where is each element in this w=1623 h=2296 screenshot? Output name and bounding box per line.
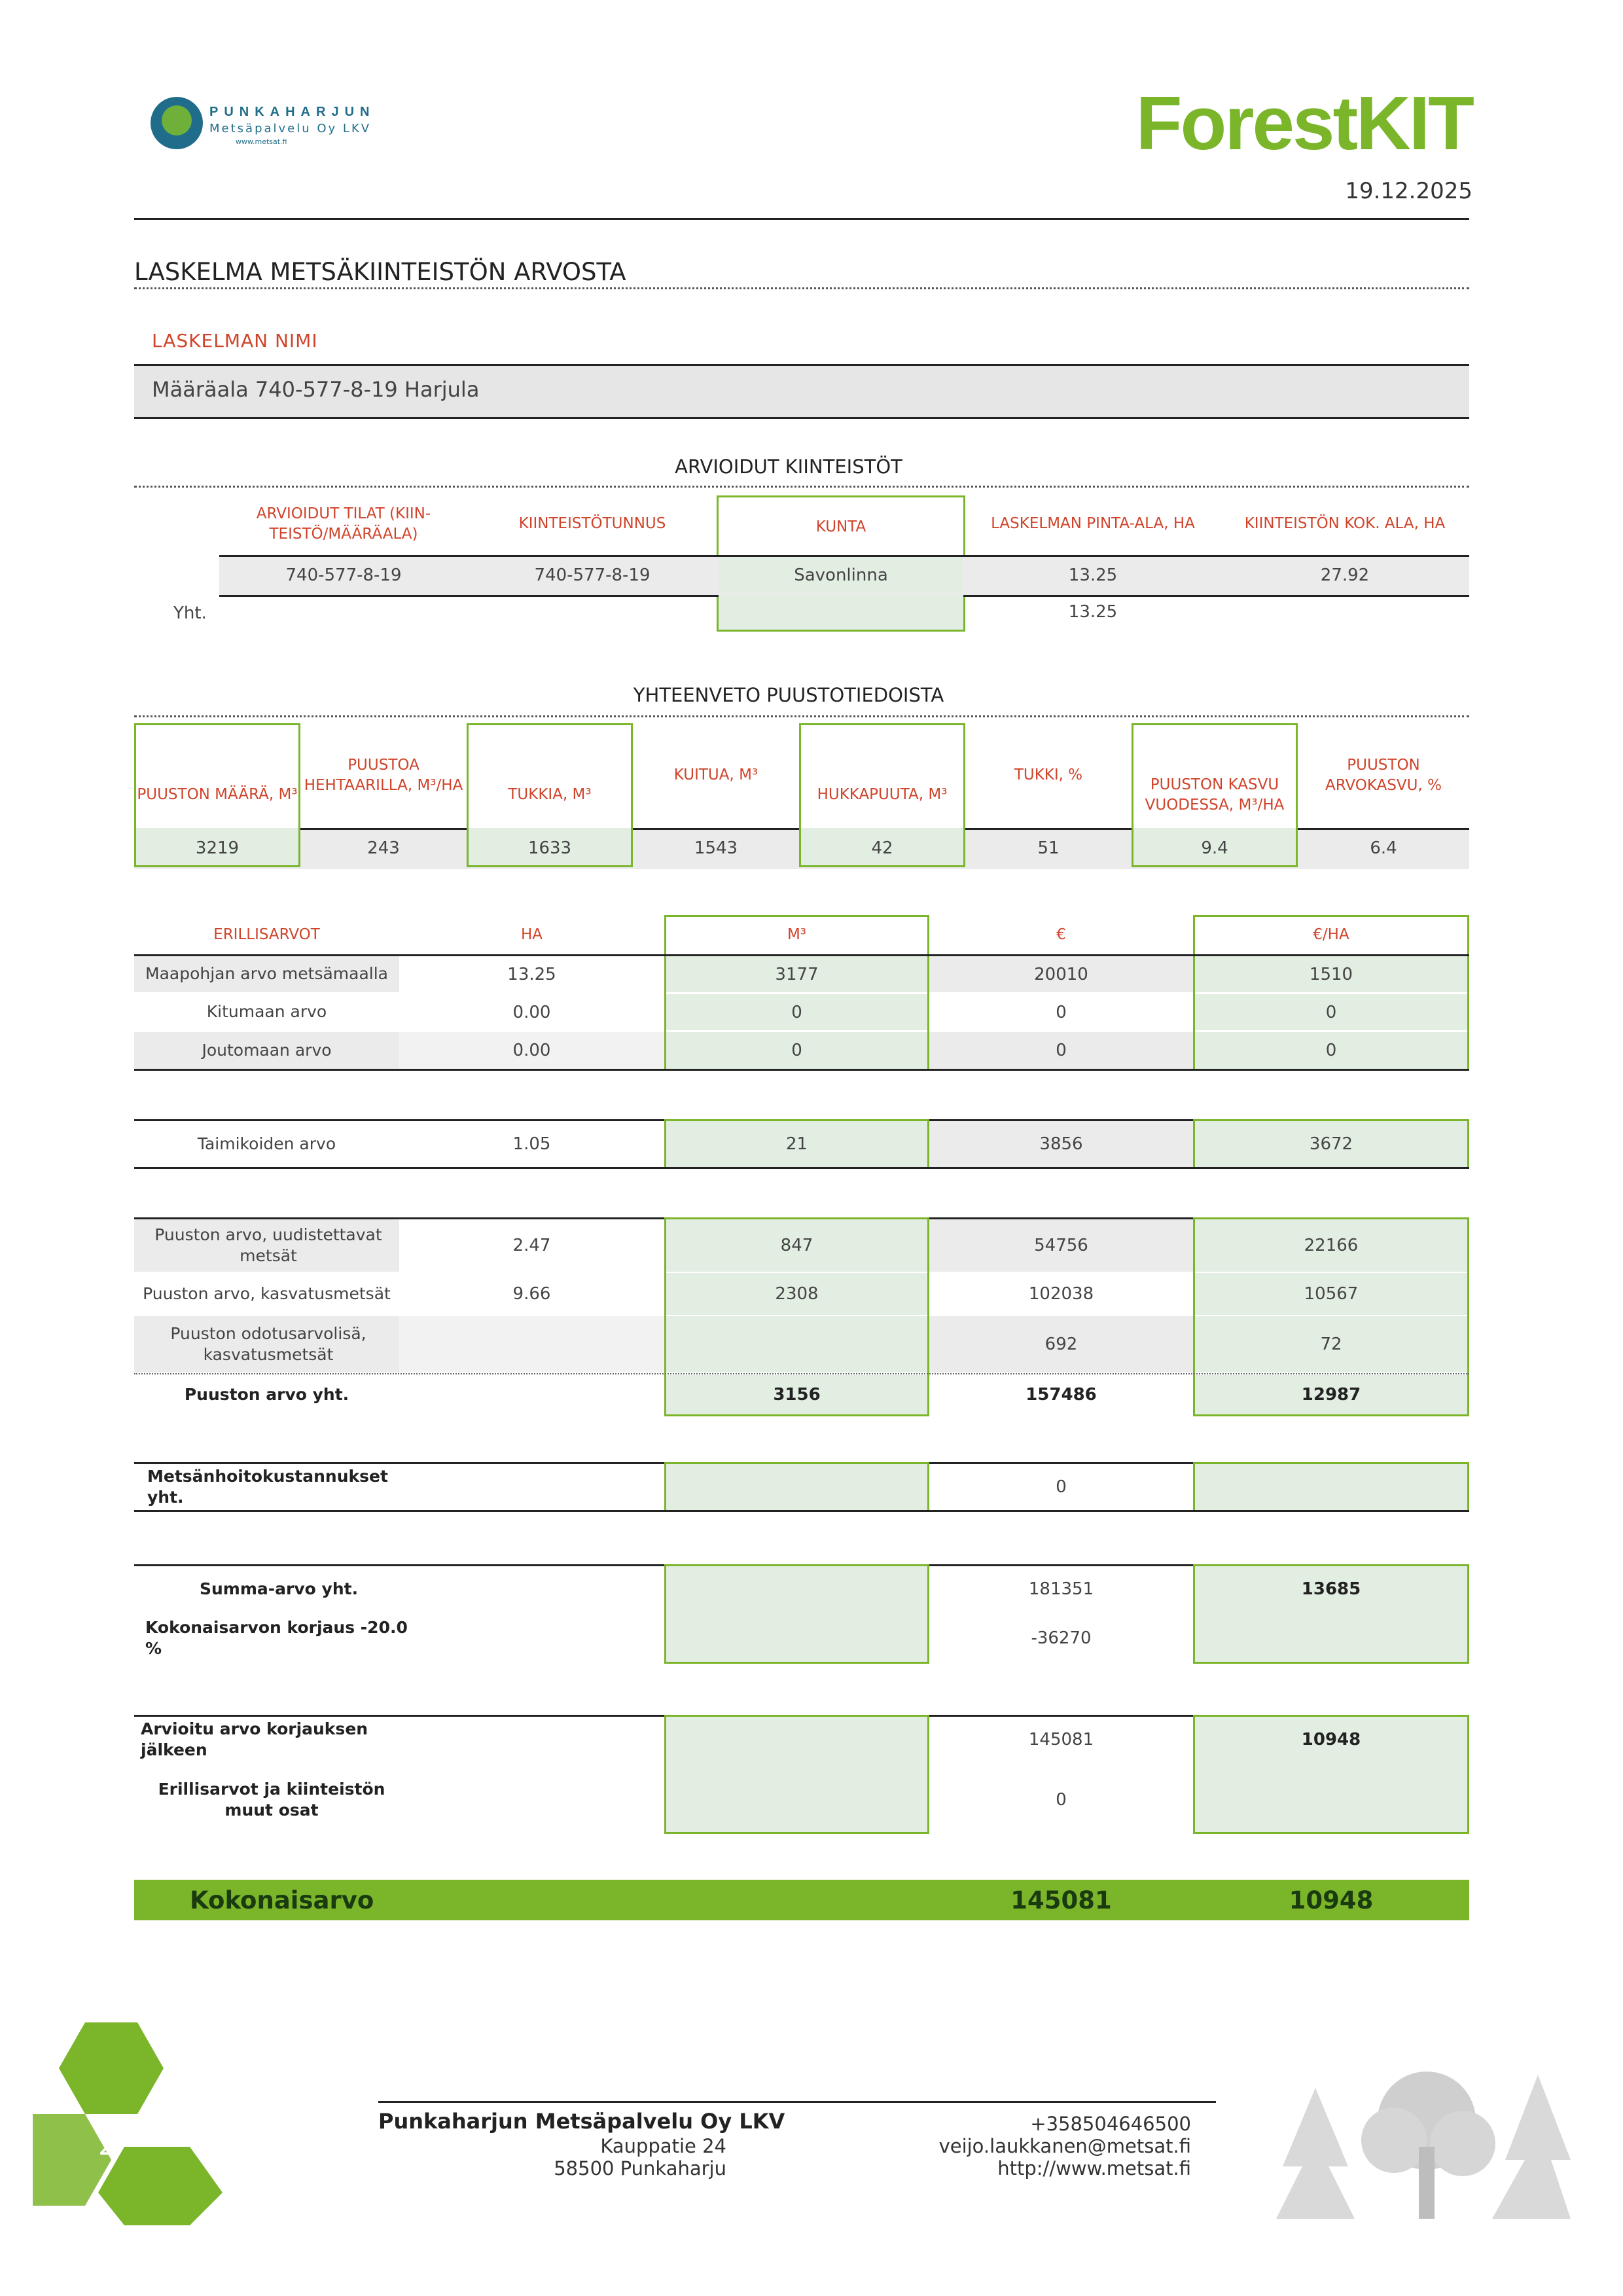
page-title: LASKELMA METSÄKIINTEISTÖN ARVOSTA xyxy=(134,258,626,286)
stand-header: KUITUA, M³ xyxy=(673,766,758,784)
footer-divider xyxy=(378,2101,1216,2103)
properties-header: KIINTEISTÖTUNNUS xyxy=(518,515,666,533)
separate-value-cell: 0 xyxy=(791,1041,802,1060)
separate-value-cell: 0 xyxy=(1325,1002,1337,1022)
separate-value-label: Maapohjan arvo metsämaalla xyxy=(145,964,388,984)
separate-value-cell: 1510 xyxy=(1309,964,1353,984)
page-hexagon-icon xyxy=(20,2016,236,2225)
stand-value-cell: 10567 xyxy=(1304,1284,1359,1304)
page-number: 2 xyxy=(98,2128,116,2162)
seedlings-cell: 3856 xyxy=(1039,1134,1083,1154)
stand-value: 243 xyxy=(367,838,400,858)
separate-value-cell: 3177 xyxy=(775,964,819,984)
stand-value: 51 xyxy=(1037,838,1060,858)
separate-value-cell: 0.00 xyxy=(512,1002,551,1022)
logo-name: PUNKAHARJUN xyxy=(209,105,376,119)
property-cell: Savonlinna xyxy=(794,565,888,585)
seedlings-cell: 3672 xyxy=(1309,1134,1353,1154)
stand-header: TUKKIA, M³ xyxy=(467,723,633,867)
footer-city: 58500 Punkaharju xyxy=(554,2157,726,2179)
stand-value-cell: 692 xyxy=(1044,1335,1078,1354)
stand-value: 3219 xyxy=(195,838,240,858)
stand-value-total-cell: 3156 xyxy=(773,1385,821,1405)
stand-value-cell: 9.66 xyxy=(512,1284,551,1304)
stand-header: TUKKI, % xyxy=(1014,766,1083,784)
property-cell: 13.25 xyxy=(1068,565,1118,585)
forest-trees-icon xyxy=(1276,2062,1571,2219)
calc-name-label: LASKELMAN NIMI xyxy=(152,330,318,351)
stand-value-cell: 2.47 xyxy=(512,1236,551,1255)
properties-header: ARVIOIDUT TILAT (KIIN-TEISTÖ/MÄÄRÄALA) xyxy=(256,505,431,543)
separate-values-header: M³ xyxy=(787,926,807,944)
correction-eur: -36270 xyxy=(1031,1628,1092,1648)
stand-value-label: Puuston odotusarvolisä, kasvatusmetsät xyxy=(170,1323,366,1364)
stand-value-cell: 102038 xyxy=(1028,1284,1094,1304)
title-divider xyxy=(134,287,1469,289)
after-correction-per-ha: 10948 xyxy=(1301,1730,1361,1749)
total-label: Kokonaisarvo xyxy=(190,1886,374,1914)
header-divider xyxy=(134,218,1469,220)
stand-value-total-cell: 12987 xyxy=(1301,1385,1361,1405)
property-cell: 740-577-8-19 xyxy=(285,565,402,585)
sum-label: Summa-arvo yht. xyxy=(200,1579,359,1598)
calc-name-value: Määräala 740-577-8-19 Harjula xyxy=(152,377,480,402)
separate-value-cell: 13.25 xyxy=(507,964,556,984)
stand-value-label: Puuston arvo, uudistettavat metsät xyxy=(154,1225,382,1265)
properties-total-label: Yht. xyxy=(173,603,207,623)
separate-value-cell: 0 xyxy=(1056,1002,1067,1022)
stand-value-total-label: Puuston arvo yht. xyxy=(184,1384,349,1404)
footer-web: http://www.metsat.fi xyxy=(997,2157,1191,2179)
properties-header: LASKELMAN PINTA-ALA, HA xyxy=(991,515,1195,533)
stand-header: PUUSTON KASVU VUODESSA, M³/HA xyxy=(1132,723,1298,867)
separate-values-header: €/HA xyxy=(1313,926,1349,944)
separate-value-label: Kitumaan arvo xyxy=(206,1002,327,1022)
properties-divider xyxy=(134,486,1469,488)
separate-values-header: HA xyxy=(520,926,543,944)
separate-values-title: ERILLISARVOT xyxy=(213,926,320,944)
logo-subtitle: Metsäpalvelu Oy LKV xyxy=(209,122,372,135)
seedlings-label: Taimikoiden arvo xyxy=(197,1134,336,1153)
seedlings-cell: 1.05 xyxy=(512,1134,551,1154)
properties-header: KIINTEISTÖN KOK. ALA, HA xyxy=(1244,515,1446,533)
separate-value-cell: 0 xyxy=(791,1002,802,1022)
footer-email: veijo.laukkanen@metsat.fi xyxy=(938,2135,1191,2157)
costs-value: 0 xyxy=(1056,1477,1067,1497)
properties-title: ARVIOIDUT KIINTEISTÖT xyxy=(675,456,902,478)
stand-value-cell: 54756 xyxy=(1034,1236,1088,1255)
sum-eur: 181351 xyxy=(1028,1579,1094,1599)
stand-value: 42 xyxy=(871,838,893,858)
stand-value-total-cell: 157486 xyxy=(1026,1385,1097,1405)
stand-header: PUUSTON MÄÄRÄ, M³ xyxy=(134,723,300,867)
correction-label: Kokonaisarvon korjaus -20.0 % xyxy=(145,1617,408,1658)
stand-summary-title: YHTEENVETO PUUSTOTIEDOISTA xyxy=(633,684,944,706)
logo-web: www.metsat.fi xyxy=(236,137,287,146)
brand-logo: ForestKIT xyxy=(1135,81,1472,166)
company-logo-icon xyxy=(151,97,203,149)
other-parts-eur: 0 xyxy=(1056,1790,1067,1810)
stand-header: PUUSTOA HEHTAARILLA, M³/HA xyxy=(304,756,463,794)
separate-value-cell: 0 xyxy=(1325,1041,1337,1060)
total-per-ha: 10948 xyxy=(1289,1886,1374,1914)
footer-street: Kauppatie 24 xyxy=(600,2135,726,2157)
footer-company: Punkaharjun Metsäpalvelu Oy LKV xyxy=(378,2109,785,2134)
footer-phone: +358504646500 xyxy=(1030,2113,1191,2135)
stand-value: 1543 xyxy=(694,838,738,858)
stand-value: 6.4 xyxy=(1370,838,1397,858)
stand-value: 9.4 xyxy=(1201,838,1228,858)
other-parts-label: Erillisarvot ja kiinteistön muut osat xyxy=(158,1779,385,1820)
total-eur: 145081 xyxy=(1010,1886,1112,1914)
property-cell: 27.92 xyxy=(1320,565,1370,585)
properties-total-area: 13.25 xyxy=(1068,602,1118,622)
property-cell: 740-577-8-19 xyxy=(534,565,651,585)
stand-value-cell: 22166 xyxy=(1304,1236,1359,1255)
sum-per-ha: 13685 xyxy=(1301,1579,1361,1599)
separate-value-cell: 0 xyxy=(1056,1041,1067,1060)
stand-value: 1633 xyxy=(527,838,572,858)
document-date: 19.12.2025 xyxy=(1345,178,1472,204)
separate-value-cell: 20010 xyxy=(1034,964,1088,984)
costs-label: Metsänhoitokustannukset yht. xyxy=(147,1466,388,1507)
stand-header: HUKKAPUUTA, M³ xyxy=(799,723,965,867)
stand-header: PUUSTON ARVOKASVU, % xyxy=(1325,756,1442,794)
after-correction-label: Arvioitu arvo korjauksen jälkeen xyxy=(141,1719,368,1759)
after-correction-eur: 145081 xyxy=(1028,1730,1094,1749)
separate-value-cell: 0.00 xyxy=(512,1041,551,1060)
stand-value-cell: 72 xyxy=(1320,1335,1342,1354)
stand-value-cell: 2308 xyxy=(775,1284,819,1304)
seedlings-cell: 21 xyxy=(785,1134,808,1154)
stand-value-label: Puuston arvo, kasvatusmetsät xyxy=(143,1283,391,1303)
stand-summary-divider xyxy=(134,715,1469,717)
separate-value-label: Joutomaan arvo xyxy=(202,1040,332,1060)
separate-values-header: € xyxy=(1056,926,1066,944)
properties-header: KUNTA xyxy=(717,495,965,632)
stand-value-cell: 847 xyxy=(780,1236,813,1255)
